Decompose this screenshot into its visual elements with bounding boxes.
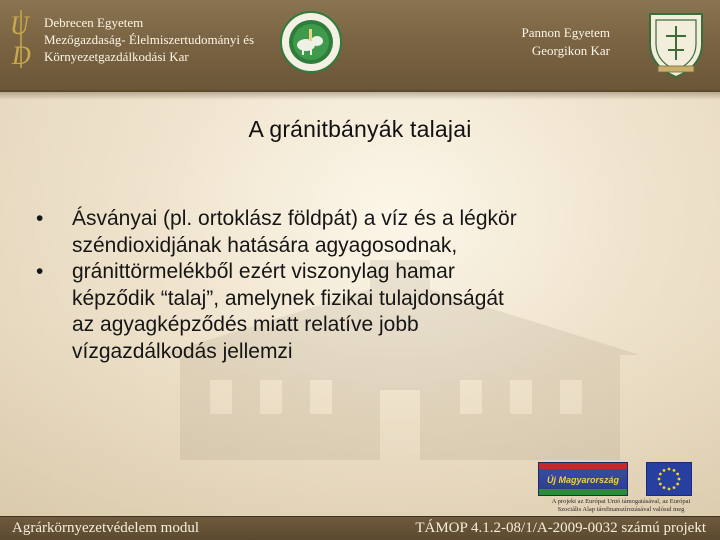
- bullet-list: [34, 206, 694, 365]
- slide-title: A gránitbányák talajai: [248, 116, 472, 142]
- bullet-line: képződik “talaj”, amelynek fizikai tulajdonságát: [72, 286, 504, 310]
- right-institution-line2: Georgikon Kar: [531, 43, 610, 58]
- left-institution-line1: Debrecen Egyetem: [44, 15, 144, 30]
- eu-star: [673, 469, 676, 472]
- left-institution-line2: Mezőgazdaság- Élelmiszertudományi és: [44, 32, 255, 47]
- eu-star: [668, 468, 671, 471]
- right-institution-line1: Pannon Egyetem: [521, 25, 610, 40]
- eu-star: [668, 488, 671, 491]
- bullet-marker: •: [36, 207, 44, 230]
- uj-magyarorszag-text: Új Magyarország: [546, 475, 620, 485]
- eu-star: [676, 483, 679, 486]
- header-band: [0, 0, 720, 92]
- left-institution-line3: Környezetgazdálkodási Kar: [44, 49, 189, 64]
- eu-star: [659, 473, 662, 476]
- uj-magyarorszag-logo-graphic: [539, 463, 627, 495]
- funding-caption-line2: Szociális Alap társfinanszírozásával valósul meg: [557, 506, 685, 513]
- eu-star: [659, 483, 662, 486]
- bullet-marker: •: [36, 260, 44, 283]
- bullet-item: [34, 206, 694, 259]
- bullet-line: Ásványai (pl. ortoklász földpát) a víz és a légkör: [72, 207, 517, 230]
- faculty-seal-icon: [280, 11, 342, 73]
- eu-star: [673, 486, 676, 489]
- funding-caption: [526, 498, 716, 514]
- uj-magyarorszag-logo: [538, 462, 628, 496]
- left-institution-name: [44, 14, 284, 65]
- bullet-line: széndioxidjának hatására agyagosodnak,: [72, 233, 458, 257]
- bullet-line: gránittörmelékből ezért viszonylag hamar: [72, 260, 455, 283]
- eu-flag-logo: [646, 462, 692, 496]
- svg-text:D: D: [12, 41, 31, 70]
- eu-star: [663, 469, 666, 472]
- funding-caption-line1: A projekt az Európai Unió támogatásával, az Európai: [551, 498, 691, 505]
- bullet-line: az agyagképződés miatt relatíve jobb: [72, 313, 419, 336]
- bullet-item: [34, 259, 694, 365]
- eu-stars-icon: [647, 463, 691, 495]
- eu-star: [678, 478, 681, 481]
- module-name: Agrárkörnyezetvédelem modul: [12, 520, 200, 536]
- eu-star: [676, 473, 679, 476]
- georgikon-shield-icon: [644, 10, 708, 80]
- bullet-line: vízgazdálkodás jellemzi: [72, 339, 293, 363]
- project-id: TÁMOP 4.1.2-08/1/A-2009-0032 számú projekt: [415, 520, 706, 536]
- right-institution-name: [498, 24, 610, 60]
- svg-text:U: U: [10, 11, 29, 40]
- eu-star: [663, 486, 666, 489]
- university-of-debrecen-logo: [6, 8, 36, 70]
- footer-band: [0, 516, 720, 540]
- eu-star: [658, 478, 661, 481]
